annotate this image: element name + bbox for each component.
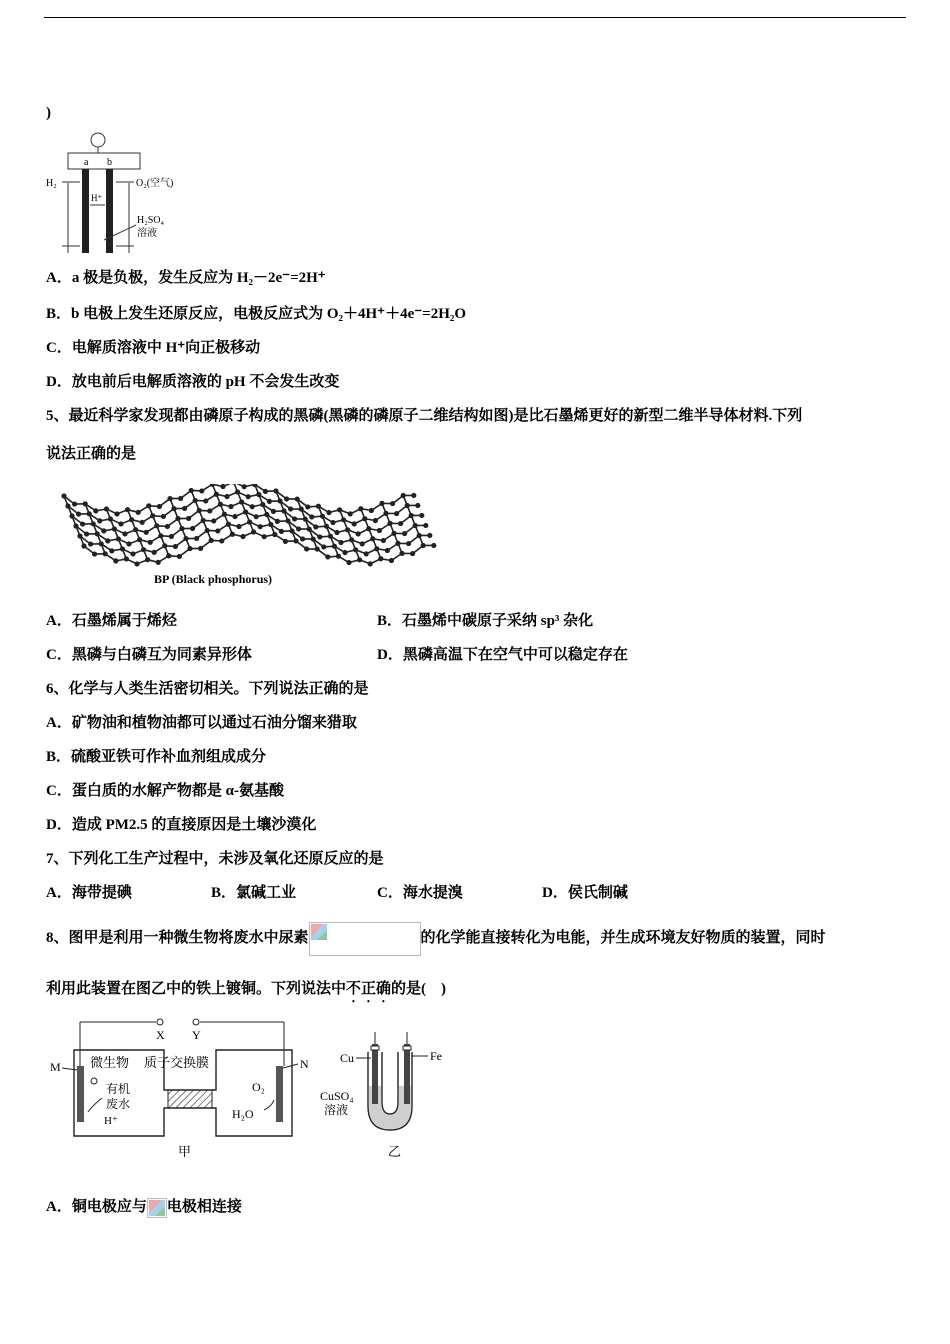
phosphorus-atom [133,527,138,532]
phosphorus-atom [171,506,176,511]
phosphorus-atom [390,501,395,506]
paren-close: ) [46,105,51,121]
label-h2: H₂ [46,178,57,189]
q5-option-c: C．黑磷与白磷互为同素异形体 [46,647,252,663]
phosphorus-atom [369,508,374,513]
phosphorus-atom [285,518,290,523]
q8-stem-part3: 利用此装置在图乙中的铁上镀铜。下列说法中 [46,981,347,997]
phosphorus-atom [240,534,245,539]
phosphorus-atom [411,493,416,498]
phosphorus-atom [336,554,341,559]
phosphorus-atom [417,533,422,538]
phosphorus-atom [413,523,418,528]
phosphorus-atom [218,502,223,507]
label-membrane: 质子交换膜 [144,1055,210,1070]
q4-option-b: B．b 电极上发生还原反应，电极反应式为 O₂＋4H⁺＋4e⁻=2H₂O [46,306,467,322]
label-hplus: H⁺ [91,193,103,203]
phosphorus-atom [281,508,286,513]
phosphorus-atom [410,551,415,556]
phosphorus-atom [332,544,337,549]
phosphorus-atom [224,494,229,499]
q5-stem-line2: 说法正确的是 [46,446,137,462]
phosphorus-atom [427,533,432,538]
phosphorus-atom [189,488,194,493]
phosphorus-atom [263,489,268,494]
phosphorus-atom [214,492,219,497]
phosphorus-atom [165,524,170,529]
phosphorus-atom [288,506,293,511]
label-acid: H₂SO₄ [137,215,164,226]
phosphorus-atom [205,528,210,533]
phosphorus-atom [125,507,130,512]
phosphorus-atom [220,484,225,489]
phosphorus-atom [157,504,162,509]
phosphorus-atom [252,484,257,487]
phosphorus-atom [389,558,394,563]
phosphorus-atom [419,513,424,518]
phosphorus-atom [254,514,259,519]
u-tube-diagram [316,1026,456,1164]
q6-option-d: D．造成 PM2.5 的直接原因是土壤沙漠化 [46,817,317,833]
q8-stem-line1 [46,921,826,956]
phosphorus-atom [406,541,411,546]
phosphorus-atom [134,561,139,566]
phosphorus-atom [391,531,396,536]
phosphorus-atom [222,512,227,517]
phosphorus-atom [303,516,308,521]
q4-option-a: A．a 极是负极，发生反应为 H₂－2e⁻=2H⁺ [46,270,326,286]
phosphorus-atom [268,522,273,527]
phosphorus-atom [379,501,384,506]
phosphorus-atom [289,528,294,533]
phosphorus-atom [316,504,321,509]
phosphorus-atom [409,513,414,518]
phosphorus-atom [383,511,388,516]
phosphorus-atom [232,514,237,519]
phosphorus-atom [258,524,263,529]
phosphorus-atom [315,546,320,551]
phosphorus-atom [299,506,304,511]
phosphorus-atom [431,543,436,548]
phosphorus-atom [146,503,151,508]
label-jia: 甲 [178,1144,192,1159]
phosphorus-atom [236,524,241,529]
phosphorus-atom [156,560,161,565]
phosphorus-atom [194,536,199,541]
phosphorus-atom [334,530,339,535]
phosphorus-atom [197,508,202,513]
q6-option-b: B．硫酸亚铁可作补血剂组成成分 [46,749,267,765]
phosphorus-atom [190,526,195,531]
phosphorus-atom [161,514,166,519]
phosphorus-atom [99,541,104,546]
phosphorus-atom [97,518,102,523]
phosphorus-atom [246,494,251,499]
phosphorus-atom [387,521,392,526]
label-h2o: H₂O [232,1107,254,1121]
phosphorus-atom [130,551,135,556]
phosphorus-atom [368,561,373,566]
phosphorus-atom [88,541,93,546]
phosphorus-atom [364,551,369,556]
phosphorus-atom [113,558,118,563]
phosphorus-atom [118,521,123,526]
phosphorus-atom [140,520,145,525]
microbial-cell-diagram [46,1018,316,1164]
phosphorus-atom [203,498,208,503]
phosphorus-atom [228,504,233,509]
phosphorus-atom [92,551,97,556]
phosphorus-atom [136,510,141,515]
phosphorus-atom [352,521,357,526]
label-m: M [50,1060,61,1074]
phosphorus-atom [166,553,171,558]
phosphorus-atom [421,543,426,548]
label-waste: 废水 [106,1097,131,1111]
label-u-solution: 溶液 [324,1103,349,1117]
phosphorus-atom [337,507,342,512]
label-x: X [156,1028,165,1042]
phosphorus-atom [264,512,269,517]
phosphorus-atom [116,536,121,541]
phosphorus-atom [358,506,363,511]
phosphorus-atom [154,523,159,528]
label-yi: 乙 [388,1144,402,1159]
phosphorus-atom [226,522,231,527]
phosphorus-atom [207,508,212,513]
black-phosphorus-figure [58,484,438,588]
phosphorus-atom [122,531,127,536]
phosphorus-atom [193,498,198,503]
phosphorus-atom [137,537,142,542]
phosphorus-atom [311,536,316,541]
q8-emphasis-not-correct: 不正确 [346,981,392,997]
phosphorus-atom [83,501,88,506]
phosphorus-atom [120,546,125,551]
phosphorus-atom [162,543,167,548]
phosphorus-atom [292,516,297,521]
phosphorus-atom [349,537,354,542]
phosphorus-atom [81,543,86,548]
q4-option-d: D．放电前后电解质溶液的 pH 不会发生改变 [46,374,340,390]
label-cuso4: CuSO₄ [320,1089,354,1103]
phosphorus-atom [211,518,216,523]
label-b: b [107,157,112,168]
phosphorus-atom [186,516,191,521]
phosphorus-atom [182,506,187,511]
phosphorus-atom [283,539,288,544]
label-a: a [84,157,89,168]
phosphorus-atom [251,529,256,534]
phosphorus-atom [398,521,403,526]
phosphorus-atom [381,538,386,543]
q8-option-a-part1: A．铜电极应与 [46,1199,147,1215]
q7-option-c: C．海水提溴 [377,885,463,901]
phosphorus-atom [77,533,82,538]
label-microbe: 微生物 [90,1055,130,1070]
phosphorus-atom [126,541,131,546]
phosphorus-atom [112,526,117,531]
phosphorus-atom [141,547,146,552]
phosphorus-atom [317,534,322,539]
phosphorus-atom [103,551,108,556]
phosphorus-atom [215,528,220,533]
phosphorus-atom [360,541,365,546]
phosphorus-atom [69,513,74,518]
phosphorus-atom [256,492,261,497]
q7-option-b: B．氯碱工业 [211,885,297,901]
label-cu: Cu [340,1051,355,1065]
phosphorus-atom [101,528,106,533]
phosphorus-atom [305,504,310,509]
phosphorus-atom [320,514,325,519]
phosphorus-atom [338,540,343,545]
phosphorus-atom [293,538,298,543]
q5-stem-line1: 5、最近科学家发现都由磷原子构成的黑磷(黑磷的磷原子二维结构如图)是比石墨烯更好的新型二维半导体材料.下列 [46,408,803,424]
phosphorus-atom [105,538,110,543]
phosphorus-atom [309,514,314,519]
phosphorus-atom [183,536,188,541]
phosphorus-atom [300,536,305,541]
phosphorus-atom [209,538,214,543]
phosphorus-atom [210,484,215,487]
phosphorus-atom [342,550,347,555]
phosphorus-atom [377,528,382,533]
phosphorus-atom [401,493,406,498]
phosphorus-atom [345,527,350,532]
phosphorus-atom [243,509,248,514]
phosphorus-atom [108,516,113,521]
label-o2-cell: O₂ [252,1080,265,1094]
q4-option-c: C．电解质溶液中 H⁺向正极移动 [46,340,261,356]
phosphorus-atom [321,544,326,549]
phosphorus-atom [373,518,378,523]
phosphorus-atom [177,554,182,559]
phosphorus-atom [262,534,267,539]
phosphorus-atom [242,484,247,489]
phosphorus-atom [267,499,272,504]
phosphorus-atom [104,506,109,511]
phosphorus-atom [173,544,178,549]
phosphorus-atom [250,504,255,509]
phosphorus-atom [423,523,428,528]
q8-stem-part2: 的化学能直接转化为电能，并生成环境友好物质的装置，同时 [420,930,826,946]
phosphorus-atom [374,546,379,551]
bulb-icon [91,133,105,147]
phosphorus-atom [91,521,96,526]
phosphorus-atom [65,503,70,508]
phosphorus-atom [72,501,77,506]
phosphorus-atom [260,502,265,507]
phosphorus-atom [158,533,163,538]
phosphorus-atom [378,556,383,561]
phosphorus-atom [353,547,358,552]
phosphorus-atom [150,513,155,518]
phosphorus-atom [348,511,353,516]
phosphorus-atom [95,531,100,536]
label-n: N [300,1057,309,1071]
urea-formula-image [309,922,421,956]
phosphorus-atom [330,520,335,525]
phosphorus-atom [326,510,331,515]
phosphorus-atom [187,546,192,551]
phosphorus-atom [277,498,282,503]
phosphorus-atom [199,488,204,493]
phosphorus-atom [356,531,361,536]
label-y: Y [192,1028,201,1042]
phosphorus-atom [324,524,329,529]
phosphorus-atom [61,493,66,498]
phosphorus-atom [296,526,301,531]
phosphorus-atom [275,519,280,524]
phosphorus-atom [325,554,330,559]
phosphorus-atom [402,531,407,536]
q5-option-d: D．黑磷高温下在空气中可以稳定存在 [377,647,628,663]
phosphorus-atom [198,546,203,551]
phosphorus-atom [394,511,399,516]
q6-option-a: A．矿物油和植物油都可以通过石油分馏来猎取 [46,715,357,731]
phosphorus-atom [385,548,390,553]
phosphorus-atom [235,489,240,494]
bp-caption: BP (Black phosphorus) [154,572,273,586]
q6-stem: 6、化学与人类生活密切相关。下列说法正确的是 [46,681,369,697]
phosphorus-atom [313,524,318,529]
phosphorus-atom [87,511,92,516]
q8-stem-part4: 的是( ) [391,981,447,997]
phosphorus-atom [169,534,174,539]
phosphorus-atom [84,531,89,536]
phosphorus-atom [178,496,183,501]
phosphorus-atom [304,546,309,551]
phosphorus-atom [148,540,153,545]
phosphorus-atom [399,551,404,556]
phosphorus-atom [179,526,184,531]
label-organic: 有机 [106,1082,131,1096]
label-solution: 溶液 [137,228,157,239]
phosphorus-atom [415,503,420,508]
phosphorus-atom [247,519,252,524]
phosphorus-atom [175,516,180,521]
phosphorus-atom [109,548,114,553]
phosphorus-atom [295,496,300,501]
phosphorus-atom [124,556,129,561]
phosphorus-atom [230,532,235,537]
q8-stem-line2 [46,979,446,1006]
phosphorus-atom [144,530,149,535]
q6-option-c: C．蛋白质的水解产物都是 α-氨基酸 [46,783,284,799]
phosphorus-atom [167,496,172,501]
phosphorus-atom [219,538,224,543]
phosphorus-atom [370,536,375,541]
phosphorus-atom [145,557,150,562]
q7-option-d: D．侯氏制碱 [542,885,628,901]
phosphorus-atom [405,503,410,508]
phosphorus-atom [346,560,351,565]
phosphorus-atom [152,550,157,555]
phosphorus-atom [341,517,346,522]
phosphorus-atom [239,499,244,504]
q5-option-b: B．石墨烯中碳原子采纳 sp³ 杂化 [377,613,594,629]
q7-option-a: A．海带提碘 [46,885,132,901]
phosphorus-atom [362,516,367,521]
phosphorus-atom [328,534,333,539]
phosphorus-atom [76,511,81,516]
phosphorus-atom [284,496,289,501]
label-hplus-right: H⁺ [104,1115,118,1127]
fuel-cell-diagram [44,128,204,258]
phosphorus-atom [114,511,119,516]
phosphorus-atom [80,521,85,526]
phosphorus-atom [307,526,312,531]
q7-stem: 7、下列化工生产过程中，未涉及氧化还原反应的是 [46,851,384,867]
phosphorus-atom [129,517,134,522]
electrode-symbol-image [147,1198,167,1218]
phosphorus-atom [395,541,400,546]
phosphorus-atom [357,557,362,562]
phosphorus-atom [272,532,277,537]
phosphorus-atom [201,518,206,523]
phosphorus-atom [73,523,78,528]
phosphorus-atom [271,509,276,514]
header-rule [44,17,906,18]
q8-option-a [46,1197,242,1218]
phosphorus-atom [366,526,371,531]
q8-option-a-part2: 电极相连接 [166,1199,242,1215]
q8-stem-part1: 8、图甲是利用一种微生物将废水中尿素 [46,930,309,946]
q5-option-a: A．石墨烯属于烯烃 [46,613,177,629]
phosphorus-atom [273,488,278,493]
phosphorus-atom [93,508,98,513]
phosphorus-atom [279,529,284,534]
label-o2: O₂(空气) [136,178,174,189]
label-fe: Fe [430,1049,442,1063]
